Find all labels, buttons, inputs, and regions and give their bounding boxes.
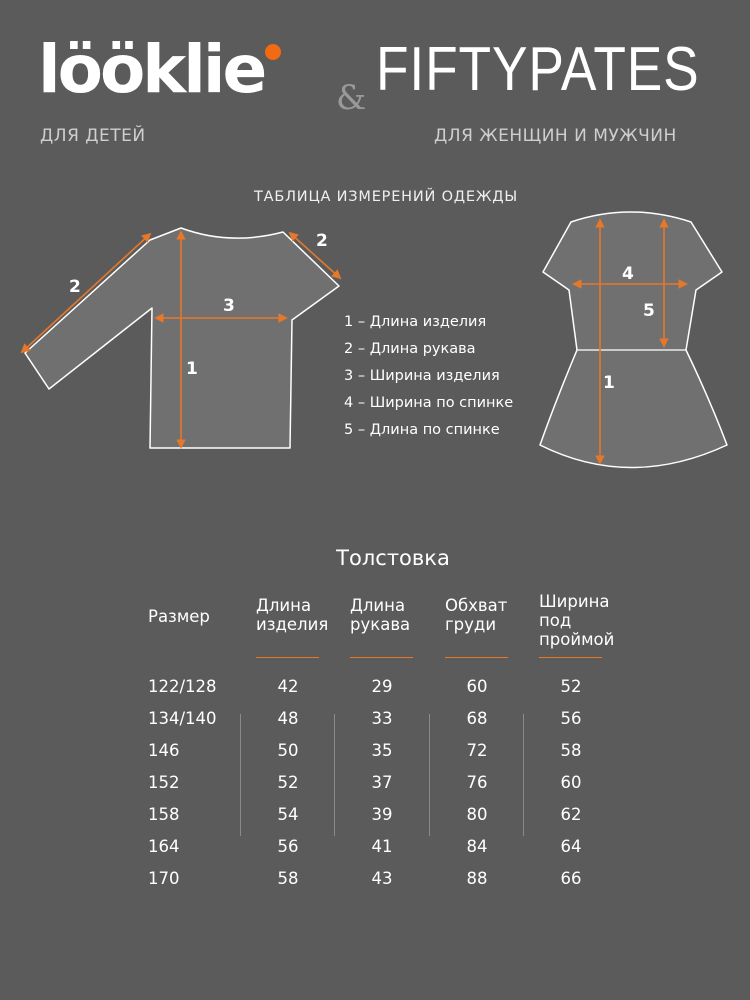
legend-item-1: 1 – Длина изделия xyxy=(344,314,487,330)
brand-logo-looklie: lööklie xyxy=(38,31,265,108)
cell-chest: 76 xyxy=(466,773,488,792)
cell-chest: 88 xyxy=(466,869,488,888)
cell-length: 52 xyxy=(277,773,299,792)
column-divider-4 xyxy=(523,714,524,836)
dress-label-4: 4 xyxy=(622,264,634,284)
shirt-label-2: 2 xyxy=(69,277,81,297)
cell-size: 164 xyxy=(148,837,180,856)
cell-length: 48 xyxy=(277,709,299,728)
cell-armhole-width: 56 xyxy=(560,709,582,728)
cell-length: 50 xyxy=(277,741,299,760)
cell-size: 134/140 xyxy=(148,709,217,728)
dress-label-1: 1 xyxy=(603,373,615,393)
header-chest-underline xyxy=(445,657,508,658)
cell-chest: 68 xyxy=(466,709,488,728)
cell-size: 170 xyxy=(148,869,180,888)
header-chest-line1: Обхват xyxy=(445,596,508,615)
cell-armhole-width: 60 xyxy=(560,773,582,792)
shirt-label-1: 1 xyxy=(186,359,198,379)
cell-length: 58 xyxy=(277,869,299,888)
cell-sleeve: 33 xyxy=(371,709,393,728)
cell-size: 152 xyxy=(148,773,180,792)
legend-item-2: 2 – Длина рукава xyxy=(344,341,476,357)
cell-sleeve: 37 xyxy=(371,773,393,792)
header-sleeve xyxy=(350,596,410,634)
measurement-section-title: ТАБЛИЦА ИЗМЕРЕНИЙ ОДЕЖДЫ xyxy=(253,189,519,205)
cell-chest: 80 xyxy=(466,805,488,824)
cell-size: 122/128 xyxy=(148,677,217,696)
legend-item-4: 4 – Ширина по спинке xyxy=(344,395,514,411)
header-armhole-underline xyxy=(539,657,602,658)
cell-sleeve: 41 xyxy=(371,837,393,856)
dress-outline xyxy=(540,212,727,468)
header-sleeve-line1: Длина xyxy=(350,596,406,615)
shirt-outline xyxy=(25,228,339,448)
header-length-underline xyxy=(256,657,319,658)
brand-subtitle-kids: ДЛЯ ДЕТЕЙ xyxy=(40,126,146,146)
header-armhole-line2: под xyxy=(539,611,572,630)
cell-armhole-width: 62 xyxy=(560,805,582,824)
column-divider-2 xyxy=(334,714,335,836)
cell-length: 56 xyxy=(277,837,299,856)
header-armhole-width xyxy=(539,592,614,649)
cell-length: 54 xyxy=(277,805,299,824)
measurement-legend xyxy=(344,309,513,444)
header-size: Размер xyxy=(148,607,210,626)
column-divider-3 xyxy=(429,714,430,836)
header-length-line2: изделия xyxy=(256,615,329,634)
cell-armhole-width: 52 xyxy=(560,677,582,696)
size-table-title: Толстовка xyxy=(336,546,450,570)
cell-chest: 72 xyxy=(466,741,488,760)
shirt-label-3: 3 xyxy=(223,296,235,316)
header-sleeve-line2: рукава xyxy=(350,615,411,634)
cell-size: 158 xyxy=(148,805,180,824)
header-armhole-line1: Ширина xyxy=(539,592,610,611)
cell-size: 146 xyxy=(148,741,180,760)
cell-sleeve: 29 xyxy=(371,677,393,696)
header-sleeve-underline xyxy=(350,657,413,658)
brand-logo-fiftypates: FIFTYPATES xyxy=(376,35,700,104)
column-divider-1 xyxy=(240,714,241,836)
header-armhole-line3: проймой xyxy=(539,630,615,649)
cell-armhole-width: 66 xyxy=(560,869,582,888)
shirt-diagram xyxy=(22,228,340,448)
header-length xyxy=(256,596,328,634)
cell-sleeve: 43 xyxy=(371,869,393,888)
header-chest-line2: груди xyxy=(445,615,497,634)
legend-item-5: 5 – Длина по спинке xyxy=(344,422,500,438)
cell-armhole-width: 64 xyxy=(560,837,582,856)
legend-item-3: 3 – Ширина изделия xyxy=(344,368,500,384)
cell-chest: 60 xyxy=(466,677,488,696)
ampersand: & xyxy=(336,78,367,118)
cell-length: 42 xyxy=(277,677,299,696)
cell-armhole-width: 58 xyxy=(560,741,582,760)
cell-chest: 84 xyxy=(466,837,488,856)
header-length-line1: Длина xyxy=(256,596,312,615)
header-chest xyxy=(445,596,507,634)
brand-subtitle-adults: ДЛЯ ЖЕНЩИН И МУЖЧИН xyxy=(434,126,677,146)
cell-sleeve: 39 xyxy=(371,805,393,824)
dress-diagram xyxy=(540,212,727,468)
shirt-label-2b: 2 xyxy=(316,231,328,251)
dress-label-5: 5 xyxy=(643,301,655,321)
cell-sleeve: 35 xyxy=(371,741,393,760)
